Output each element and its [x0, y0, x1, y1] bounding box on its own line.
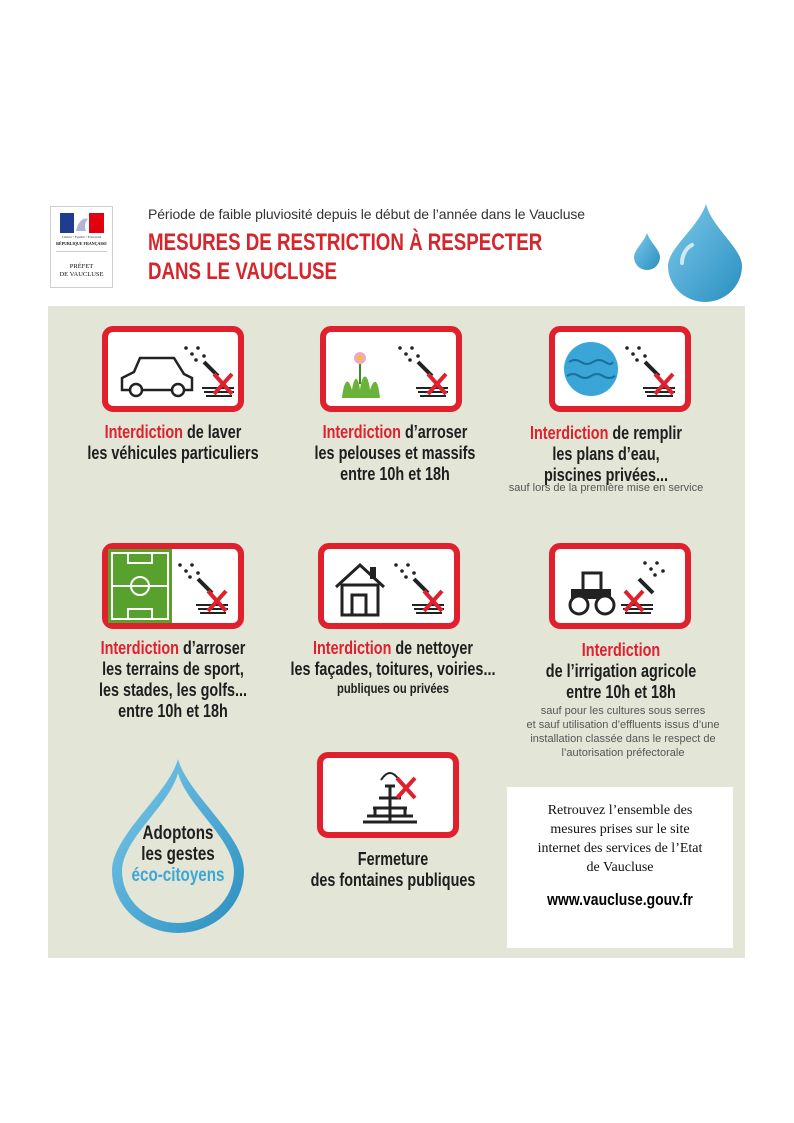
gestes-line: Adoptons [142, 823, 214, 844]
caption-small: publiques ou privées [336, 680, 450, 696]
note-line: l’autorisation préfectorale [561, 747, 685, 759]
caption-line: les pelouses et massifs [314, 443, 476, 463]
info-box [507, 787, 733, 948]
caption-line: entre 10h et 18h [340, 464, 450, 484]
gestes-highlight: éco-citoyens [131, 865, 225, 886]
logo-republique: RÉPUBLIQUE FRANÇAISE [56, 241, 107, 246]
eco-gestes-text [130, 823, 226, 886]
house-cleaning-card [318, 543, 460, 629]
sports-field-icon [108, 549, 238, 623]
caption-text: de laver [182, 422, 242, 442]
house-cleaning-icon [324, 549, 454, 623]
note-line: sauf pour les cultures sous serres [540, 705, 706, 717]
large-water-drop-icon [664, 203, 744, 303]
logo-prefet-line2: DE VAUCLUSE [59, 271, 104, 278]
fountain-card [317, 752, 459, 838]
info-line: de Vaucluse [586, 860, 654, 875]
caption-line: les terrains de sport, [102, 659, 244, 679]
logo-divider [56, 251, 107, 252]
note-line: installation classée dans le respect de [530, 733, 716, 745]
measure-caption-car [73, 422, 273, 464]
caption-line: entre 10h et 18h [566, 682, 676, 702]
measure-caption-fountain [293, 849, 493, 891]
car-wash-icon [108, 332, 238, 406]
info-line: internet des services de l’Etat [537, 841, 703, 856]
info-text [507, 801, 733, 877]
caption-lead: Interdiction [529, 423, 609, 443]
measure-caption-tractor [521, 640, 721, 703]
caption-text: de nettoyer [391, 638, 474, 658]
caption-text: de remplir [608, 423, 683, 443]
measure-caption-lawn [295, 422, 495, 485]
caption-line: les façades, toitures, voiries... [290, 659, 496, 679]
sports-field-card [102, 543, 244, 629]
measure-caption-sports [73, 638, 273, 722]
caption-line: les véhicules particuliers [87, 443, 259, 463]
caption-lead: Interdiction [100, 638, 179, 658]
tractor-irrigation-icon [555, 549, 685, 623]
info-line: Retrouvez l’ensemble des [547, 803, 693, 818]
measure-note-tractor [498, 704, 748, 760]
note-line: et sauf utilisation d’effluents issus d’une [526, 719, 720, 731]
caption-line: les plans d’eau, [552, 444, 660, 464]
caption-line: des fontaines publiques [310, 870, 476, 890]
marianne-flag-icon [60, 213, 104, 233]
page-title-line1: MESURES DE RESTRICTION À RESPECTER [148, 229, 543, 256]
info-line: mesures prises sur le site [550, 822, 690, 837]
page-title-line2: DANS LE VAUCLUSE [148, 258, 337, 285]
lawn-watering-card [320, 326, 462, 412]
car-wash-card [102, 326, 244, 412]
caption-text: d’arroser [178, 638, 246, 658]
caption-lead: Interdiction [312, 638, 392, 658]
caption-line: les stades, les golfs... [98, 680, 248, 700]
caption-lead: Interdiction [322, 422, 401, 442]
caption-text: d’arroser [400, 422, 468, 442]
measure-caption-pool [506, 423, 706, 486]
fountain-icon [323, 758, 453, 832]
caption-lead: Interdiction [104, 422, 183, 442]
caption-line: Fermeture [357, 849, 429, 869]
logo-prefet-line1: PRÉFET [69, 263, 94, 270]
small-water-drop-icon [633, 232, 661, 270]
logo-prefet [53, 263, 110, 279]
tractor-irrigation-card [549, 543, 691, 629]
website-link[interactable]: www.vaucluse.gouv.fr [547, 890, 693, 909]
caption-lead: Interdiction [581, 640, 661, 660]
prefecture-logo [50, 206, 113, 288]
pool-filling-card [549, 326, 691, 412]
gestes-line: les gestes [141, 844, 215, 865]
pool-filling-icon [555, 332, 685, 406]
measure-note-pool: sauf lors de la première mise en service [508, 482, 704, 494]
logo-motto: Liberté • Égalité • Fraternité [61, 235, 102, 239]
measure-caption-house [286, 638, 500, 696]
caption-line: entre 10h et 18h [118, 701, 228, 721]
caption-line: de l’irrigation agricole [545, 661, 697, 681]
page-subtitle: Période de faible pluviosité depuis le début de l’année dans le Vaucluse [148, 206, 585, 222]
lawn-watering-icon [326, 332, 456, 406]
caption-line: piscines privées... [543, 465, 669, 485]
